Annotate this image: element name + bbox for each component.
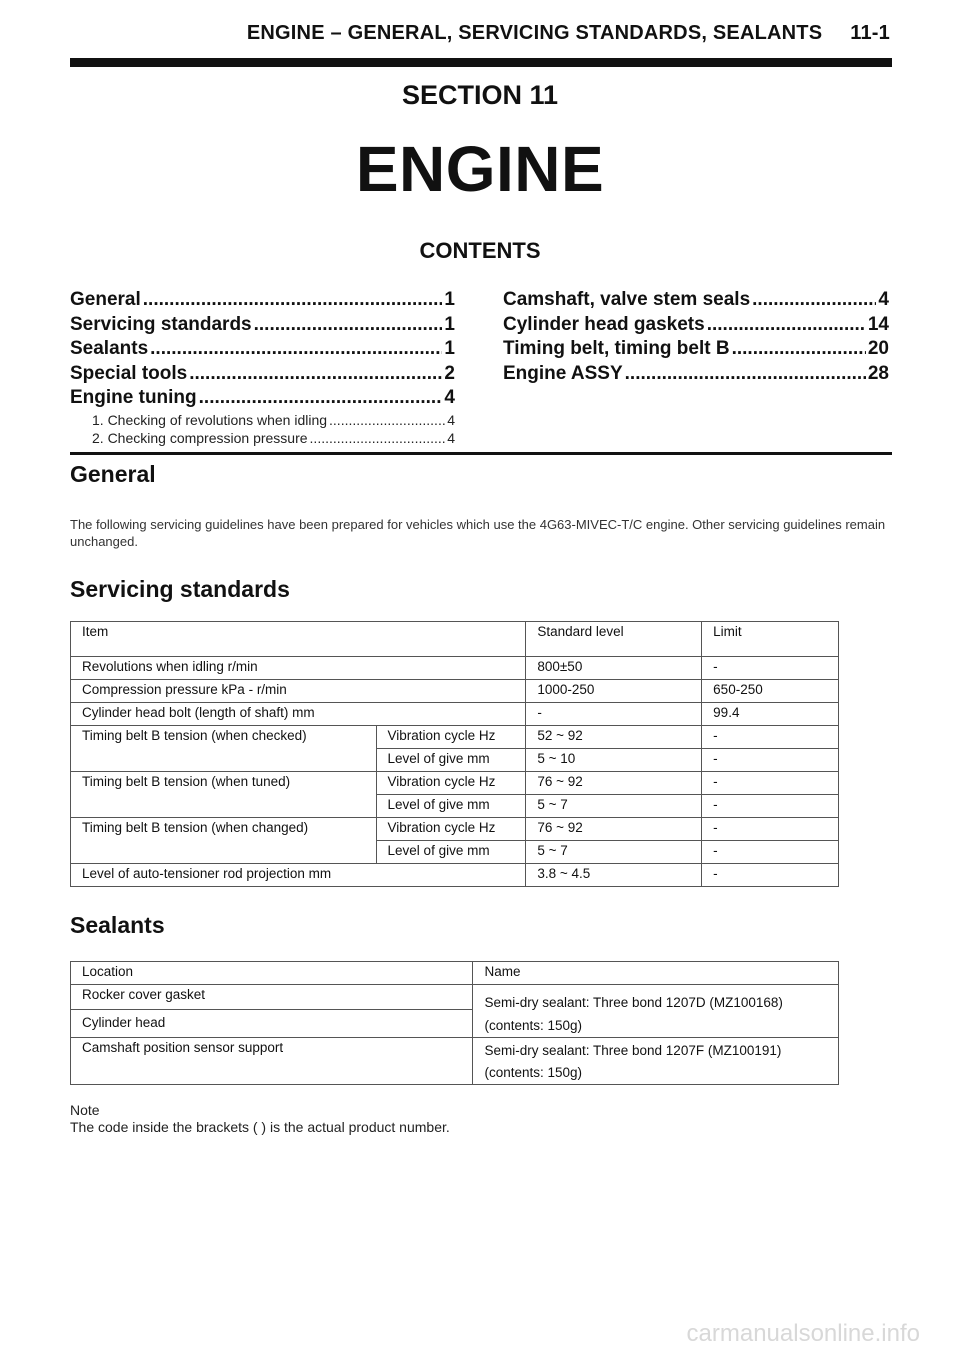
cell-standard: 3.8 ~ 4.5 (526, 864, 702, 887)
toc-item-page: 20 (867, 338, 889, 359)
toc-item-label: Sealants (70, 338, 149, 359)
toc-item-page: 28 (867, 362, 889, 384)
toc-leader (199, 386, 443, 411)
cell-item: Timing belt B tension (when changed) (71, 818, 377, 864)
page-header (70, 18, 890, 48)
sealants-table (70, 961, 839, 1085)
toc-subitem[interactable] (70, 429, 455, 448)
cell-limit: - (702, 657, 839, 680)
toc-leader (752, 288, 876, 313)
toc-item[interactable] (70, 386, 455, 411)
cell-standard: 5 ~ 7 (526, 795, 702, 818)
general-paragraph: The following servicing guidelines have been prepared for vehicles which use the 4G63-MIVEC-T/C engine. Other servicing guidelines remain unchanged. (70, 517, 886, 549)
toc-item-page: 4 (878, 289, 889, 310)
toc-item-label: Special tools (70, 362, 188, 384)
header-cell-limit: Limit (702, 622, 839, 657)
cell-subitem: Level of give mm (376, 795, 526, 818)
toc-leader (254, 313, 443, 338)
toc-item-page: 2 (444, 362, 455, 384)
table-header-row (71, 962, 839, 985)
cell-limit: - (702, 795, 839, 818)
cell-standard: 52 ~ 92 (526, 726, 702, 749)
table-row (71, 657, 839, 680)
table-row (71, 726, 839, 749)
toc-left-column (70, 288, 455, 448)
toc-subitem-label: 1. Checking of revolutions when idling (92, 411, 328, 428)
toc-item-page: 1 (444, 289, 455, 310)
cell-limit: 99.4 (702, 703, 839, 726)
toc-item-page: 4 (444, 387, 455, 408)
toc-item-label: Servicing standards (70, 313, 252, 335)
toc-leader (143, 288, 443, 313)
cell-item: Revolutions when idling r/min (71, 657, 526, 680)
toc-item-label: Timing belt, timing belt B (503, 338, 730, 359)
sealant-name-line: Semi-dry sealant: Three bond 1207D (MZ100168) (484, 995, 783, 1010)
toc-item[interactable] (503, 313, 889, 338)
header-cell-name: Name (473, 962, 839, 985)
toc-item[interactable] (503, 362, 889, 387)
header-title: ENGINE – GENERAL, SERVICING STANDARDS, SEALANTS (246, 21, 823, 44)
cell-location: Cylinder head (71, 1009, 473, 1037)
toc-item-label: Cylinder head gaskets (503, 313, 705, 335)
cell-limit: - (702, 818, 839, 841)
header-cell-item: Item (71, 622, 526, 657)
sealants-heading: Sealants (70, 912, 165, 938)
table-header-row (71, 622, 839, 657)
table-row (71, 985, 839, 1010)
table-row (71, 680, 839, 703)
toc-item-page: 1 (444, 313, 455, 335)
toc-item-label: Engine tuning (70, 387, 197, 408)
toc-subitem[interactable] (70, 411, 455, 430)
toc-item-page: 1 (444, 338, 455, 359)
table-row (71, 818, 839, 841)
cell-item: Compression pressure kPa - r/min (71, 680, 526, 703)
cell-standard: 800±50 (526, 657, 702, 680)
section-label: SECTION 11 (401, 80, 559, 110)
toc-leader (732, 337, 866, 362)
cell-subitem: Vibration cycle Hz (376, 818, 526, 841)
watermark: carmanualsonline.info (686, 1320, 920, 1347)
note-block (70, 1102, 450, 1136)
cell-location: Camshaft position sensor support (71, 1038, 473, 1085)
servicing-standards-heading: Servicing standards (70, 576, 290, 602)
toc-item-page: 14 (867, 313, 889, 335)
note-label: Note (70, 1102, 100, 1118)
header-cell-standard: Standard level (526, 622, 702, 657)
table-row (71, 772, 839, 795)
toc-leader (150, 337, 442, 362)
cell-standard: 5 ~ 10 (526, 749, 702, 772)
cell-subitem: Level of give mm (376, 841, 526, 864)
cell-item: Cylinder head bolt (length of shaft) mm (71, 703, 526, 726)
cell-subitem: Level of give mm (376, 749, 526, 772)
cell-limit: - (702, 772, 839, 795)
cell-limit: - (702, 726, 839, 749)
toc-leader (329, 411, 445, 430)
toc-subitem-label: 2. Checking compression pressure (92, 430, 308, 446)
contents-heading: CONTENTS (419, 238, 541, 263)
cell-standard: 1000-250 (526, 680, 702, 703)
toc-item[interactable] (503, 288, 889, 313)
toc-subitem-page: 4 (447, 411, 455, 428)
cell-limit: - (702, 749, 839, 772)
toc-right-column (503, 288, 889, 386)
cell-standard: 76 ~ 92 (526, 772, 702, 795)
cell-item: Timing belt B tension (when tuned) (71, 772, 377, 818)
toc-item[interactable] (70, 288, 455, 313)
header-cell-location: Location (71, 962, 473, 985)
toc-item[interactable] (70, 313, 455, 338)
cell-limit: 650-250 (702, 680, 839, 703)
table-row (71, 864, 839, 887)
toc-leader (707, 313, 866, 338)
toc-item-label: Camshaft, valve stem seals (503, 289, 751, 310)
cell-subitem: Vibration cycle Hz (376, 726, 526, 749)
toc-leader (625, 362, 866, 387)
cell-limit: - (702, 864, 839, 887)
cell-location: Rocker cover gasket (71, 985, 473, 1010)
table-row (71, 703, 839, 726)
toc-leader (310, 429, 446, 448)
toc-leader (189, 362, 442, 387)
page-number: 11-1 (850, 21, 890, 44)
sealant-contents-line: (contents: 150g) (484, 1065, 583, 1080)
cell-item: Timing belt B tension (when checked) (71, 726, 377, 772)
sealant-name-line: Semi-dry sealant: Three bond 1207F (MZ100191) (484, 1043, 782, 1058)
general-heading: General (70, 461, 156, 487)
note-text: The code inside the brackets ( ) is the actual product number. (70, 1119, 450, 1135)
cell-standard: - (526, 703, 702, 726)
table-row (71, 1038, 839, 1085)
sealant-contents-line: (contents: 150g) (484, 1018, 583, 1033)
cell-sealant-name (473, 985, 839, 1038)
cell-item: Level of auto-tensioner rod projection mm (71, 864, 526, 887)
contents-divider (70, 452, 892, 455)
toc-item[interactable] (70, 337, 455, 362)
toc-item[interactable] (503, 337, 889, 362)
toc-item-label: Engine ASSY (503, 362, 623, 384)
toc-item-label: General (70, 289, 141, 310)
toc-subitem-page: 4 (447, 430, 455, 446)
toc-item[interactable] (70, 362, 455, 387)
cell-sealant-name (473, 1038, 839, 1085)
cell-standard: 5 ~ 7 (526, 841, 702, 864)
cell-subitem: Vibration cycle Hz (376, 772, 526, 795)
cell-standard: 76 ~ 92 (526, 818, 702, 841)
servicing-standards-table (70, 621, 839, 887)
header-rule (70, 58, 892, 67)
cell-limit: - (702, 841, 839, 864)
chapter-title: ENGINE (355, 133, 605, 205)
